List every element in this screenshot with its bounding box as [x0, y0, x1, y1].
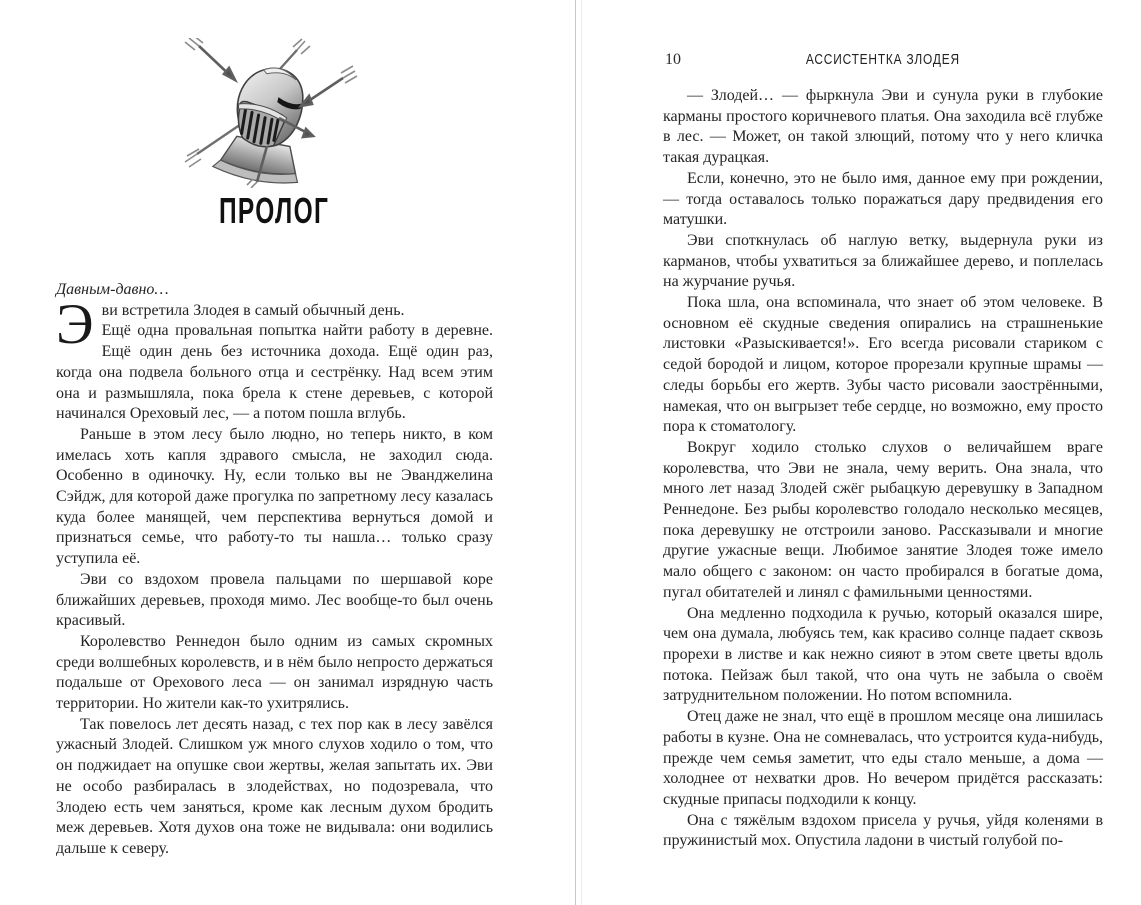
paragraph: Она медленно подходила к ручью, который оказался шире, чем она думала, любуясь тем, как красиво солнце падает сквозь прорехи в листве и как нежно сияют в этом свете цветы вдоль потока. Пейзаж был такой, что она чуть не забыла о своём затруднительном положении. Но потом вспомнила. [663, 604, 1103, 705]
paragraph: ви встретила Злодея в самый обычный день. [101, 301, 405, 319]
paragraph: Эви со вздохом провела пальцами по шершавой коре ближайших деревьев, проходя мимо. Лес вообще-то был очень красивый. [56, 570, 493, 630]
paragraph: Так повелось лет десять назад, с тех пор как в лесу завёлся ужасный Злодей. Слишком уж много слухов ходило о том, что он поджидает на опушке свои жертвы, желая запытать их. Эви не особо разбиралась в злодействах, но подозревала, что Злодею есть чем заняться, кроме как лесным духом бродить меж деревьев. Хотя духов она тоже не видывала: они водились дальше к северу. [56, 715, 493, 857]
chapter-heading: ПРОЛОГ [219, 190, 330, 231]
page-gutter-line [575, 0, 576, 905]
drop-cap: Э [56, 292, 94, 356]
paragraph: Ещё одна провальная попытка найти работу в деревне. Ещё один день без источника дохода. Ещё один раз, когда она подвела больного отца и сестрёнку. Над всем этим она и размышляла, пока брела к стене деревьев, с которой начинался Ореховый лес, — а потом пошла вглубь. [56, 322, 493, 423]
knight-helmet-arrows-icon [175, 38, 375, 188]
paragraph: Раньше в этом лесу было людно, но теперь никто, в ком имелась хоть капля здравого смысла, не заходил сюда. Особенно в одиночку. Ну, если только вы не Эванджелина Сэйдж, для которой даже прогулка по запретному лесу казалась куда более манящей, чем перспектива вернуться домой и признаться семье, что работу-то ты нашла… только сразу уступила её. [56, 425, 493, 568]
paragraph: Эви споткнулась об наглую ветку, выдернула руки из карманов, чтобы ухватиться за ближайшее дерево, и поплелась на журчание ручья. [663, 231, 1103, 291]
page-gutter-line-2 [581, 0, 582, 905]
right-page [663, 0, 1103, 905]
running-title: АССИСТЕНТКА ЗЛОДЕЯ [806, 52, 960, 68]
paragraph: Отец даже не знал, что ещё в прошлом месяце она лишилась работы в кузне. Она не сомневалась, что устроится куда-нибудь, прежде чем семья заметит, что еды стало меньше, а дома — холоднее от нехватки дров. Но вечером придётся рассказать: скудные припасы подходили к концу. [663, 708, 1103, 808]
paragraph: Королевство Реннедон было одним из самых скромных среди волшебных королевств, и в нём было непросто держаться подальше от Орехового леса — он занимал изрядную часть территории. Но жители как-то ухитрялись. [56, 632, 493, 713]
paragraph: Если, конечно, это не было имя, данное ему при рождении, — тогда оставалось только поражаться дару предвидения его матушки. [663, 169, 1103, 229]
running-head [663, 51, 1103, 71]
helmet-illustration [175, 38, 375, 188]
page-number: 10 [665, 51, 681, 68]
paragraph: Она с тяжёлым вздохом присела у ручья, уйдя коленями в пружинистый мох. Опустила ладони в чистый голубой по- [663, 811, 1103, 850]
right-page-text [663, 86, 1103, 852]
paragraph: Пока шла, она вспоминала, что знает об этом человеке. В основном её скудные сведения опирались на страшненькие листовки «Разыскивается!». Его всегда рисовали стариком с седой бородой и лицом, которое прорезали крупные шрамы — следы борьбы его жертв. Зубы часто рисовали заострёнными, намекая, что он выгрызет тебе сердце, но возможно, ему просто пора к стоматологу. [663, 294, 1103, 436]
epigraph: Давным-давно… [56, 281, 169, 298]
left-page [56, 0, 493, 905]
paragraph: Вокруг ходило столько слухов о величайшем враге королевства, что Эви не знала, чему верить. Она знала, что много лет назад Злодей сжёг рыбацкую деревушку в Западном Реннедоне. Без рыбы королевство голодало несколько месяцев, пока деревушку не отстроили заново. Рассказывали и многие другие ужасные вещи. Любимое занятие Злодея тоже имело мало общего с законом: он часто пробирался в богатые дома, пугал обитателей и линял с фамильными ценностями. [663, 438, 1103, 601]
paragraph: — Злодей… — фыркнула Эви и сунула руки в глубокие карманы простого коричневого платья. Она заходила всё глубже в лес. — Может, он такой злющий, потому что у него кличка такая дурацкая. [663, 87, 1103, 167]
left-page-text [56, 280, 493, 860]
